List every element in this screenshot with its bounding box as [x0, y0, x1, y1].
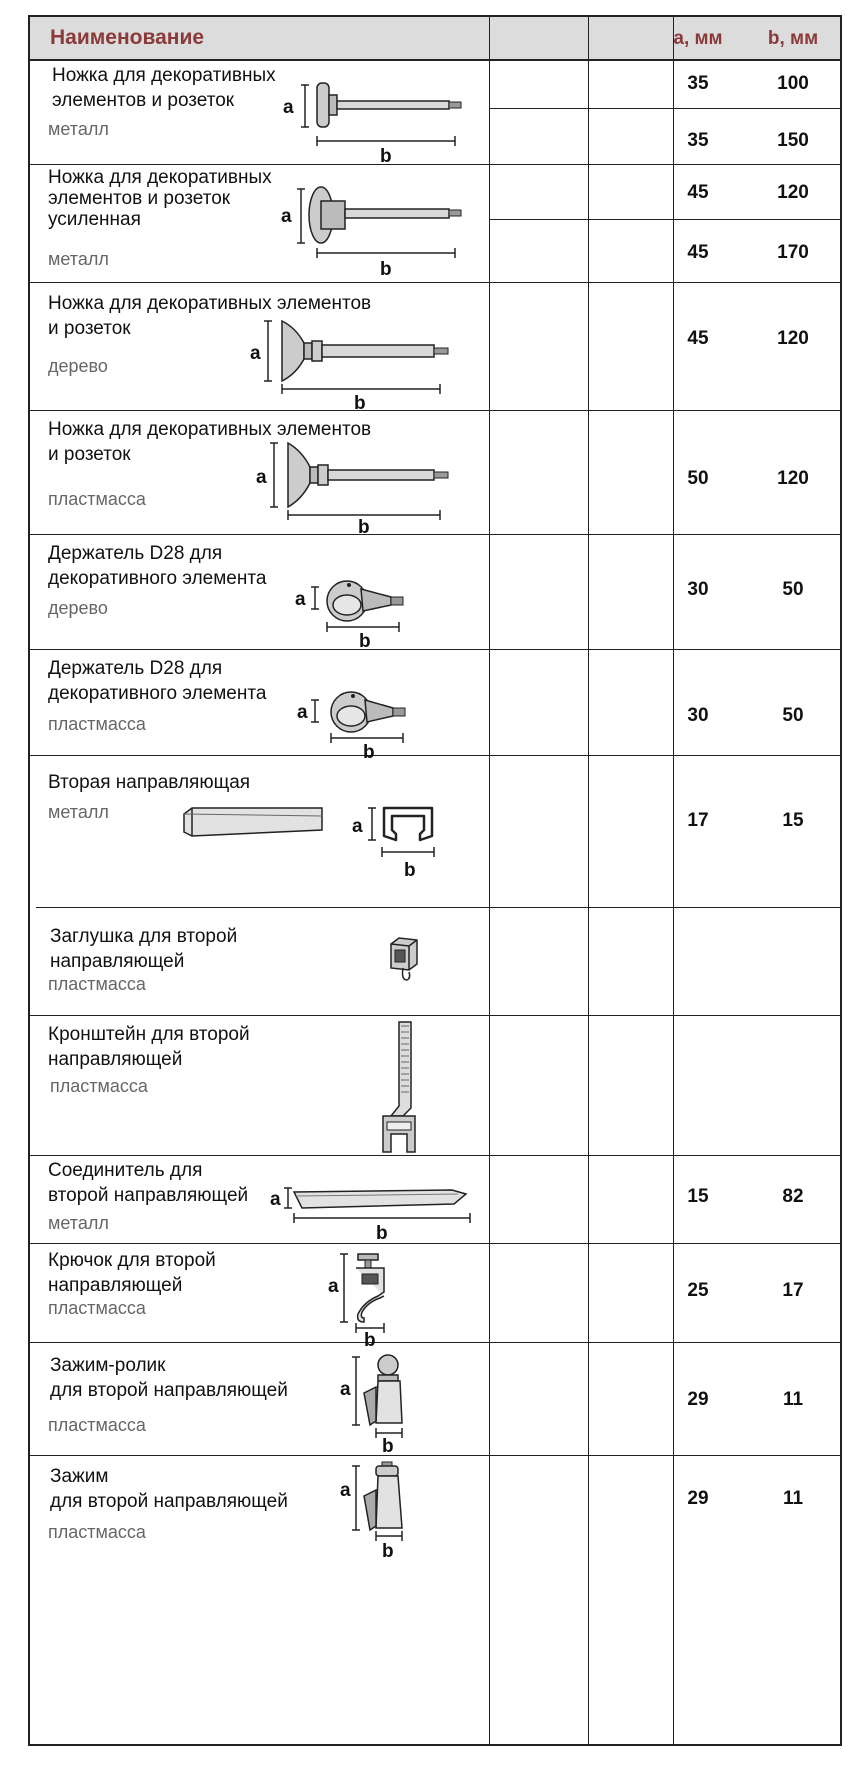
finial-leg-wood-drawing — [248, 319, 478, 414]
header-b-mm: b, мм — [767, 28, 819, 49]
catalog-table — [28, 15, 842, 1746]
value-b: 100 — [777, 73, 809, 94]
item-title: Кронштейн для второй направляющей — [48, 1024, 250, 1070]
row-divider — [30, 1015, 840, 1016]
value-a: 17 — [687, 810, 709, 831]
value-a: 29 — [687, 1389, 709, 1410]
item-material: пластмасса — [48, 974, 146, 994]
dim-a-label: a — [256, 467, 267, 488]
item-material: дерево — [48, 356, 108, 376]
holder-d28-wood-drawing — [293, 575, 443, 651]
clamp-drawing — [340, 1460, 420, 1560]
row-divider — [36, 907, 840, 908]
dim-b-label: b — [359, 631, 371, 652]
second-rail-drawing — [180, 806, 330, 846]
item-title: Держатель D28 для декоративного элемента — [48, 658, 267, 704]
dim-b-label: b — [404, 860, 416, 881]
item-title: Зажим для второй направляющей — [50, 1466, 288, 1512]
finial-leg-metal-drawing — [275, 81, 475, 165]
item-material: металл — [48, 1213, 109, 1233]
item-material: пластмасса — [48, 1522, 146, 1542]
roller-clamp-drawing — [340, 1353, 422, 1457]
dim-b-label: b — [364, 1330, 376, 1351]
value-b: 11 — [782, 1389, 804, 1410]
value-b: 11 — [782, 1488, 804, 1509]
row-divider — [30, 1342, 840, 1343]
dim-b-label: b — [354, 393, 366, 414]
item-title: Ножка для декоративных элементов и розеток — [48, 419, 372, 465]
item-material: металл — [48, 119, 109, 139]
reinforced-leg-metal-drawing — [275, 187, 475, 279]
item-title: Крючок для второй направляющей — [48, 1250, 216, 1296]
row-divider — [30, 282, 840, 283]
header-name: Наименование — [50, 26, 205, 49]
column-divider-extra — [588, 17, 589, 1744]
dim-b-label: b — [358, 517, 370, 538]
item-material: пластмасса — [48, 714, 146, 734]
item-title: Ножка для декоративных элементов и розеток — [52, 65, 276, 111]
value-a: 30 — [687, 579, 709, 600]
value-b: 120 — [777, 328, 809, 349]
dim-a-label: a — [340, 1379, 351, 1400]
value-b: 82 — [782, 1186, 804, 1207]
dim-b-label: b — [382, 1436, 394, 1457]
sub-row-divider — [489, 108, 840, 109]
value-a: 45 — [687, 182, 709, 203]
dim-a-label: a — [297, 702, 308, 723]
value-a: 35 — [687, 73, 709, 94]
dim-a-label: a — [283, 97, 294, 118]
finial-leg-plastic-drawing — [248, 441, 478, 538]
row-divider — [30, 1155, 840, 1156]
dim-b-label: b — [380, 146, 392, 167]
dim-b-label: b — [376, 1223, 388, 1244]
bracket-drawing — [373, 1020, 433, 1156]
value-b: 150 — [777, 130, 809, 151]
item-title: Ножка для декоративных элементов и розеток — [48, 293, 372, 339]
item-title: Ножка для декоративных элементов и розеток усиленная — [48, 167, 272, 230]
column-divider-image — [489, 17, 490, 1744]
dim-a-label: a — [250, 343, 261, 364]
item-material: металл — [48, 802, 109, 822]
dim-a-label: a — [270, 1189, 281, 1210]
item-material: пластмасса — [48, 1298, 146, 1318]
value-a: 50 — [687, 468, 709, 489]
value-b: 120 — [777, 182, 809, 203]
connector-drawing — [268, 1178, 473, 1242]
column-divider-a — [673, 17, 674, 1744]
item-material: пластмасса — [50, 1076, 148, 1096]
item-material: дерево — [48, 598, 108, 618]
item-title: Соединитель для второй направляющей — [48, 1160, 249, 1206]
header-a-mm: a, мм — [673, 28, 723, 49]
value-a: 25 — [687, 1280, 709, 1301]
holder-d28-plastic-drawing — [293, 682, 443, 763]
row-divider — [30, 1455, 840, 1456]
item-title: Вторая направляющая — [48, 772, 251, 793]
value-b: 15 — [782, 810, 804, 831]
row-divider — [30, 534, 840, 535]
value-a: 35 — [687, 130, 709, 151]
value-b: 120 — [777, 468, 809, 489]
value-b: 170 — [777, 242, 809, 263]
item-material: пластмасса — [48, 1415, 146, 1435]
dim-a-label: a — [352, 816, 363, 837]
end-cap-drawing — [385, 936, 425, 986]
dim-a-label: a — [295, 589, 306, 610]
dim-a-label: a — [340, 1480, 351, 1501]
value-b: 50 — [782, 705, 804, 726]
dim-b-label: b — [380, 259, 392, 280]
value-a: 29 — [687, 1488, 709, 1509]
item-material: пластмасса — [48, 489, 146, 509]
value-b: 17 — [782, 1280, 804, 1301]
item-material: металл — [48, 249, 109, 269]
item-title: Заглушка для второй направляющей — [50, 926, 238, 972]
sub-row-divider — [489, 219, 840, 220]
value-a: 45 — [687, 328, 709, 349]
value-a: 45 — [687, 242, 709, 263]
dim-a-label: a — [281, 206, 292, 227]
hook-drawing — [328, 1252, 408, 1351]
dim-b-label: b — [363, 742, 375, 763]
item-title: Зажим-ролик для второй направляющей — [50, 1355, 288, 1401]
value-a: 30 — [687, 705, 709, 726]
value-b: 50 — [782, 579, 804, 600]
value-a: 15 — [687, 1186, 709, 1207]
table-header — [30, 17, 840, 61]
dim-b-label: b — [382, 1541, 394, 1562]
rail-profile-drawing — [352, 806, 462, 880]
dim-a-label: a — [328, 1276, 339, 1297]
row-divider — [30, 1243, 840, 1244]
item-title: Держатель D28 для декоративного элемента — [48, 543, 267, 589]
